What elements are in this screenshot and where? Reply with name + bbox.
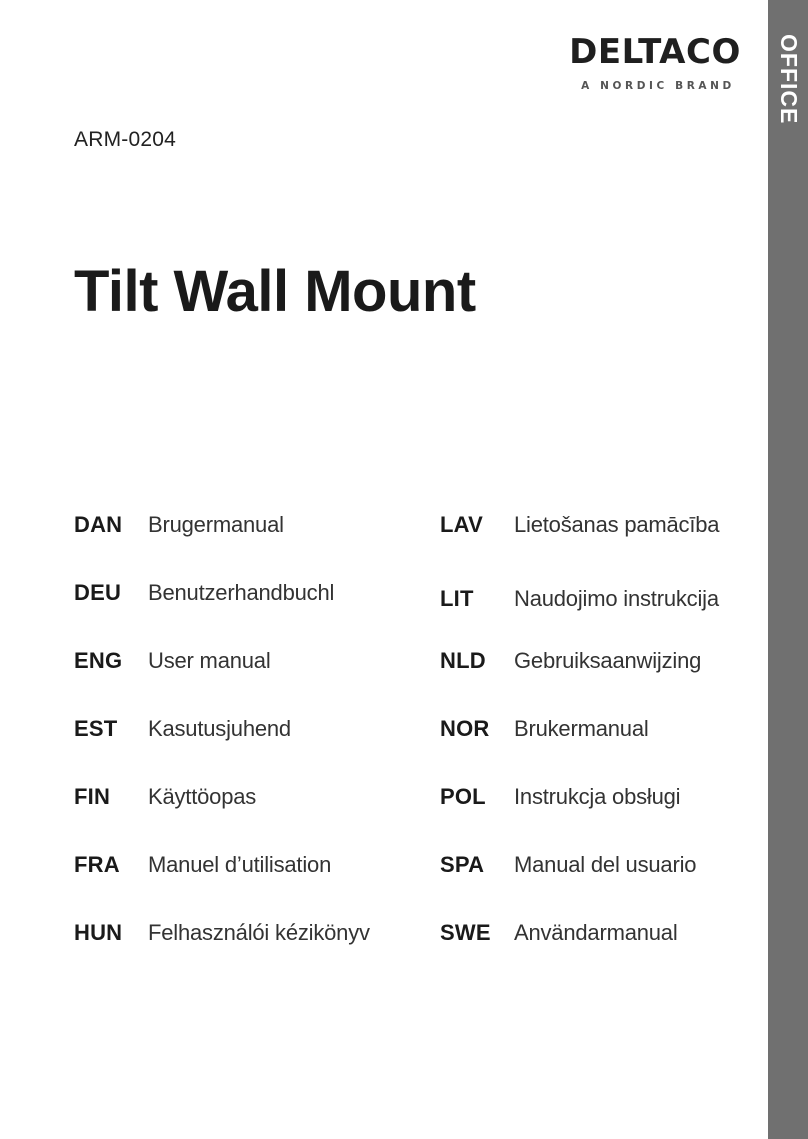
language-name: Naudojimo instrukcija: [514, 586, 719, 611]
language-name: Brugermanual: [148, 512, 284, 537]
language-row: [440, 846, 760, 914]
language-name: Lietošanas pamācība: [514, 512, 720, 537]
language-list-right: [440, 506, 760, 982]
language-row: [74, 574, 414, 642]
brand-logo: [560, 32, 750, 92]
language-row: [440, 914, 760, 982]
language-name: Instrukcja obsługi: [514, 784, 681, 809]
language-row: [74, 846, 414, 914]
language-code: ENG: [74, 648, 123, 673]
language-code: EST: [74, 716, 118, 741]
language-code: FIN: [74, 784, 111, 809]
language-row: [74, 710, 414, 778]
language-code: SPA: [440, 852, 485, 877]
side-band: [768, 0, 808, 1139]
language-row: [74, 642, 414, 710]
language-row: [440, 710, 760, 778]
language-row: [74, 778, 414, 846]
language-name: Felhasználói kézikönyv: [148, 920, 370, 945]
language-code: FRA: [74, 852, 120, 877]
language-name: Brukermanual: [514, 716, 649, 741]
language-code: LAV: [440, 512, 483, 537]
language-code: DAN: [74, 512, 123, 537]
language-code: LIT: [440, 586, 474, 611]
language-list-left: [74, 506, 414, 982]
language-name: Manual del usuario: [514, 852, 697, 877]
language-code: NLD: [440, 648, 486, 673]
language-row: [74, 506, 414, 574]
language-name: Benutzerhandbuchl: [148, 580, 335, 605]
language-name: User manual: [148, 648, 271, 673]
model-number: ARM-0204: [74, 128, 176, 151]
language-row: [440, 574, 760, 642]
language-code: NOR: [440, 716, 490, 741]
brand-name: DELTACO: [569, 32, 741, 72]
language-row: [74, 914, 414, 982]
language-name: Gebruiksaanwijzing: [514, 648, 702, 673]
language-row: [440, 506, 760, 574]
brand-tagline: A NORDIC BRAND: [581, 80, 735, 92]
language-row: [440, 778, 760, 846]
language-row: [440, 642, 760, 710]
page-title: Tilt Wall Mount: [74, 259, 476, 324]
language-code: SWE: [440, 920, 491, 945]
language-name: Manuel d’utilisation: [148, 852, 332, 877]
side-label: OFFICE: [776, 34, 802, 125]
language-code: HUN: [74, 920, 123, 945]
language-code: DEU: [74, 580, 122, 605]
language-code: POL: [440, 784, 486, 809]
language-name: Kasutusjuhend: [148, 716, 291, 741]
language-name: Användarmanual: [514, 920, 678, 945]
language-name: Käyttöopas: [148, 784, 257, 809]
